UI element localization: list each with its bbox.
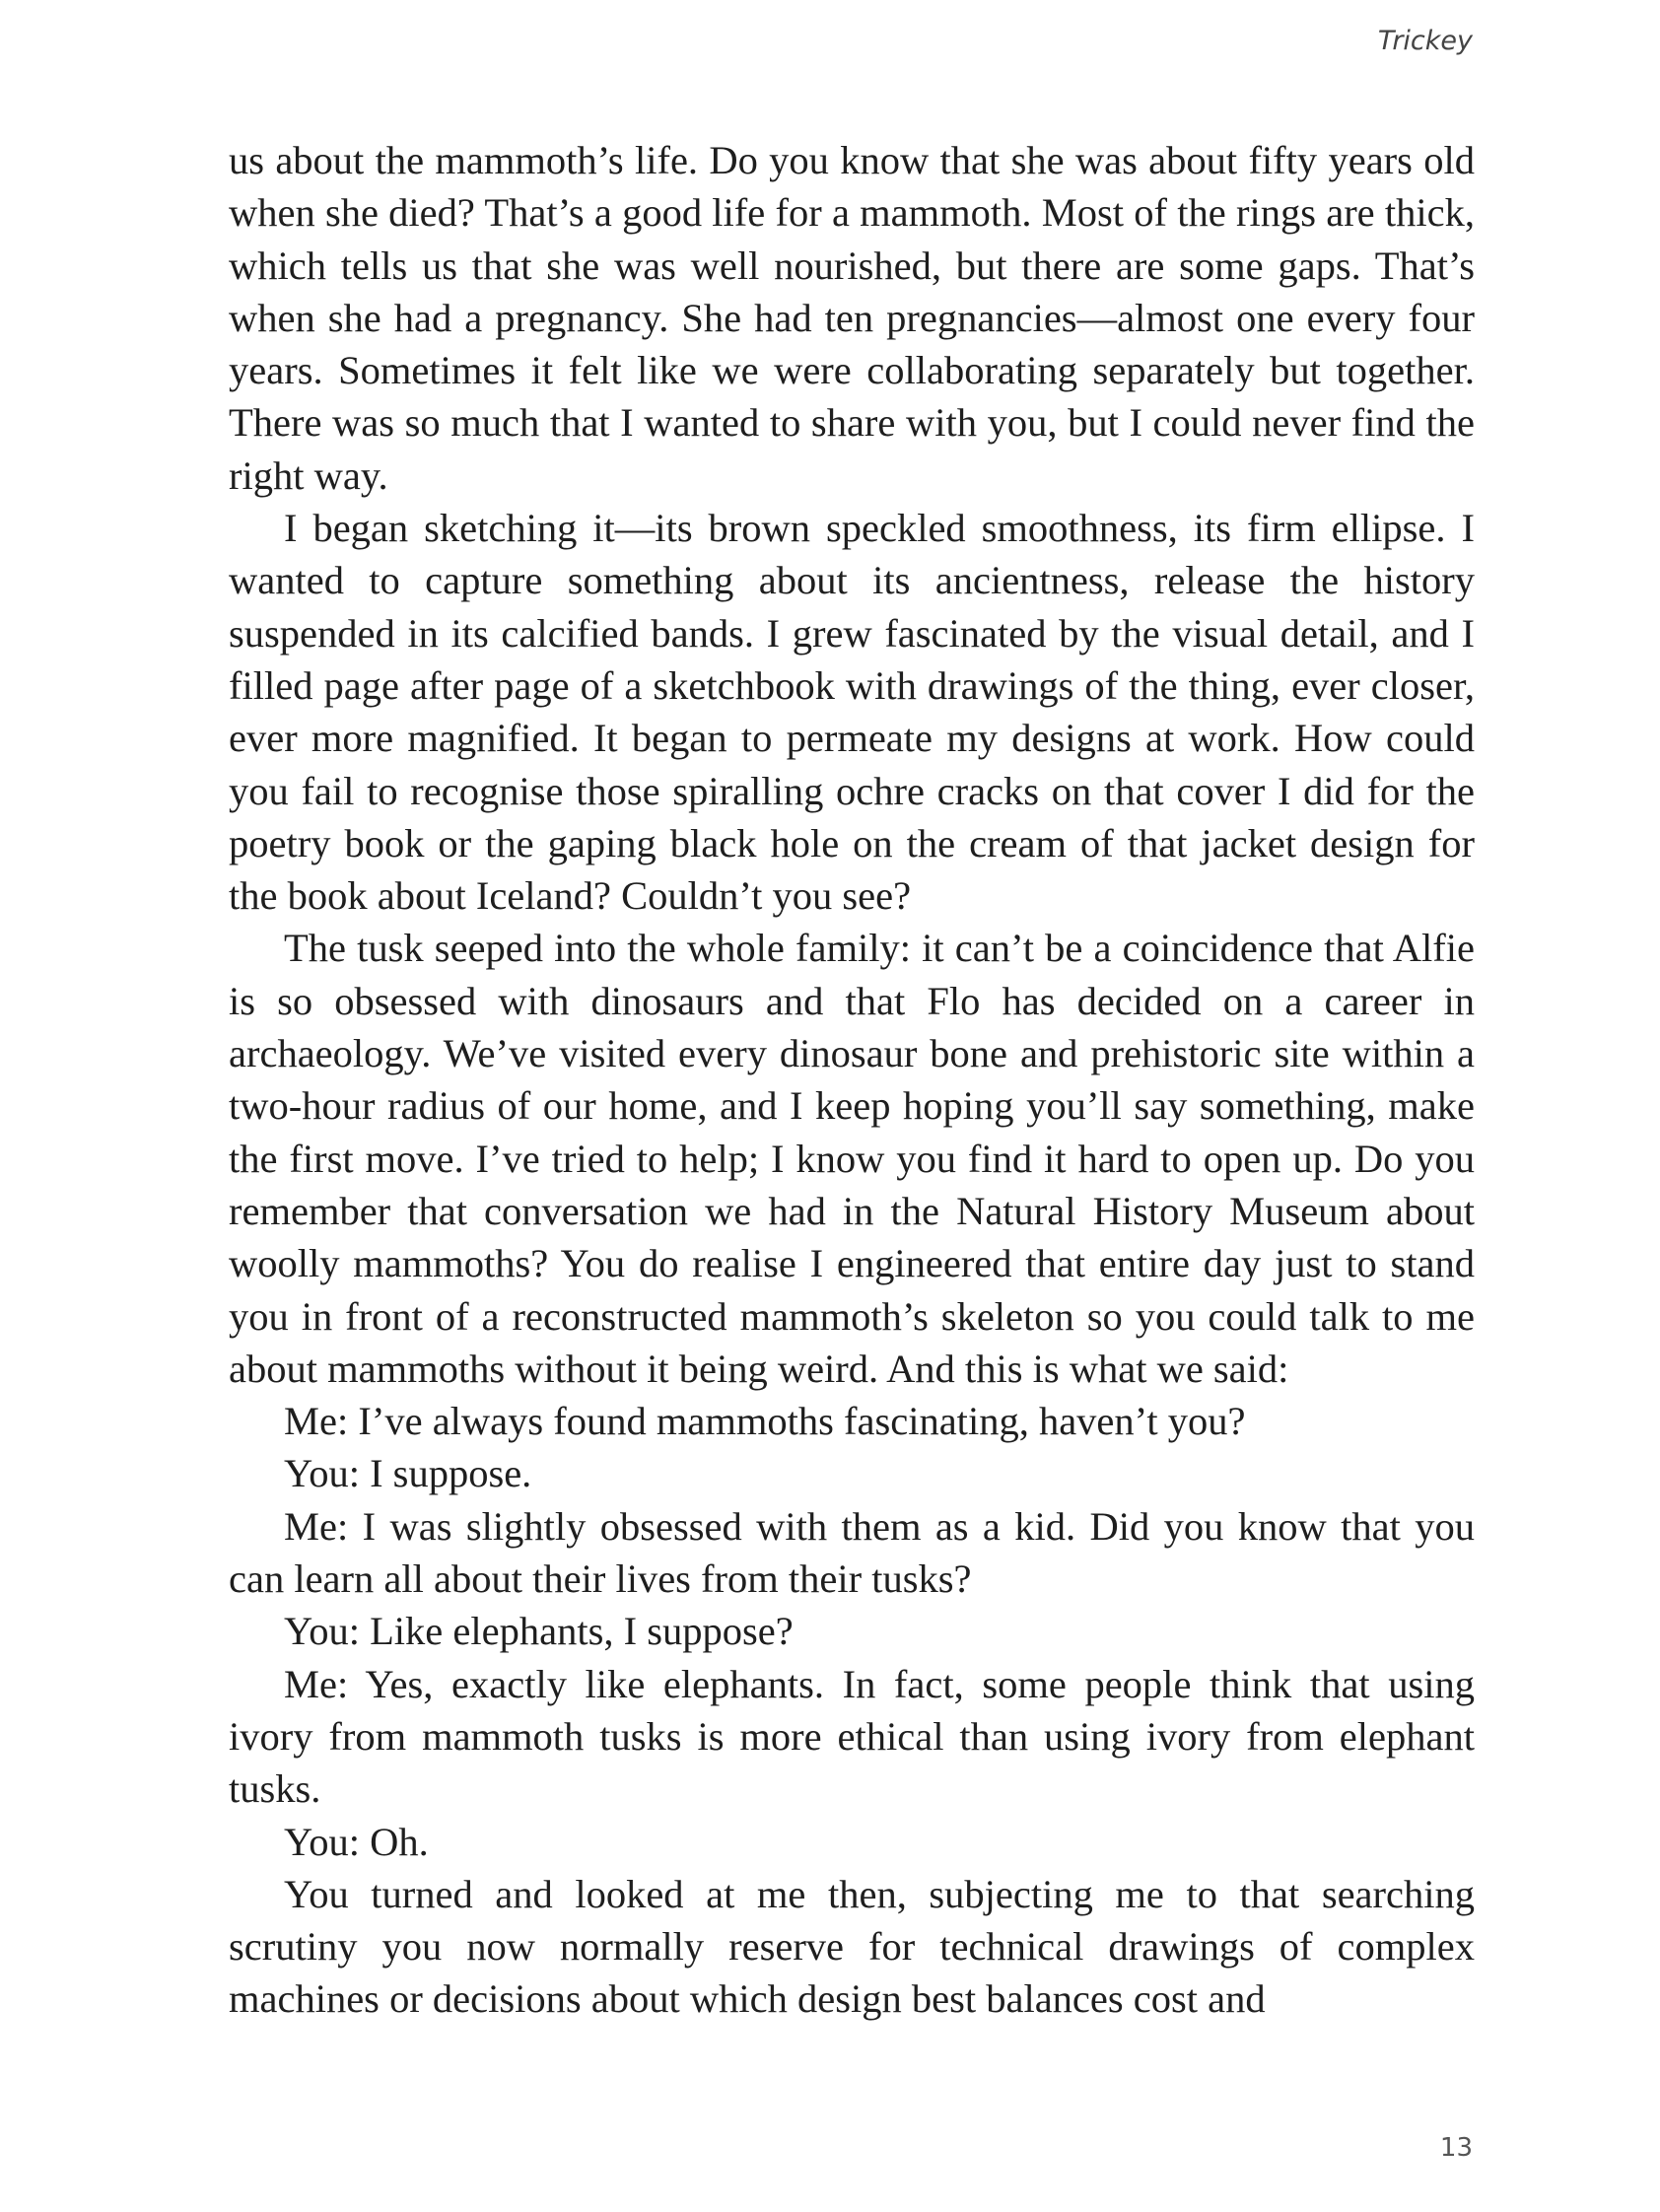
dialogue-line: Me: I was slightly obsessed with them as a kid. Did you know that you can learn all about their lives from their tusks?	[229, 1503, 1475, 1602]
page-number: 13	[1439, 2133, 1473, 2163]
body-text	[229, 134, 1475, 2026]
paragraph: I began sketching it—its brown speckled smoothness, its firm ellipse. I wanted to capture something about its ancientness, release the history suspended in its calcified bands. I grew fascinated by the visual detail, and I filled page after page of a sketchbook with drawings of the thing, ever closer, ever more magnified. It began to permeate my designs at work. How could you fail to recognise those spiralling ochre cracks on that cover I did for the poetry book or the gaping black hole on the cream of that jacket design for the book about Iceland? Couldn’t you see?	[229, 506, 1475, 919]
paragraph: us about the mammoth’s life. Do you know that she was about fifty years old when she died? That’s a good life for a mammoth. Most of the rings are thick, which tells us that she was well nourished, but there are some gaps. That’s when she had a pregnancy. She had ten pregnancies—almost one every four years. Sometimes it felt like we were collaborating separately but together. There was so much that I wanted to share with you, but I could never find the right way.	[229, 138, 1475, 498]
paragraph: The tusk seeped into the whole family: it can’t be a coincidence that Alfie is so obsessed with dinosaurs and that Flo has decided on a career in archaeology. We’ve visited every dinosaur bone and prehistoric site within a two-hour radius of our home, and I keep hoping you’ll say something, make the first move. I’ve tried to help; I know you find it hard to open up. Do you remember that conversation we had in the Natural History Museum about woolly mammoths? You do realise I engineered that entire day just to stand you in front of a reconstructed mammoth’s skeleton so you could talk to me about mammoths without it being weird. And this is what we said:	[229, 926, 1475, 1391]
dialogue-line: Me: Yes, exactly like elephants. In fact, some people think that using ivory from mammoth tusks is more ethical than using ivory from elephant tusks.	[229, 1661, 1475, 1812]
running-head: Trickey	[1377, 26, 1473, 56]
dialogue-line: You: I suppose.	[284, 1451, 532, 1496]
paragraph: You turned and looked at me then, subjecting me to that searching scrutiny you now normally reserve for technical drawings of complex machines or decisions about which design best balances cost and	[229, 1871, 1475, 2022]
dialogue-line: You: Like elephants, I suppose?	[284, 1609, 794, 1654]
dialogue-line: You: Oh.	[284, 1819, 429, 1864]
dialogue-line: Me: I’ve always found mammoths fascinating, haven’t you?	[284, 1399, 1246, 1444]
